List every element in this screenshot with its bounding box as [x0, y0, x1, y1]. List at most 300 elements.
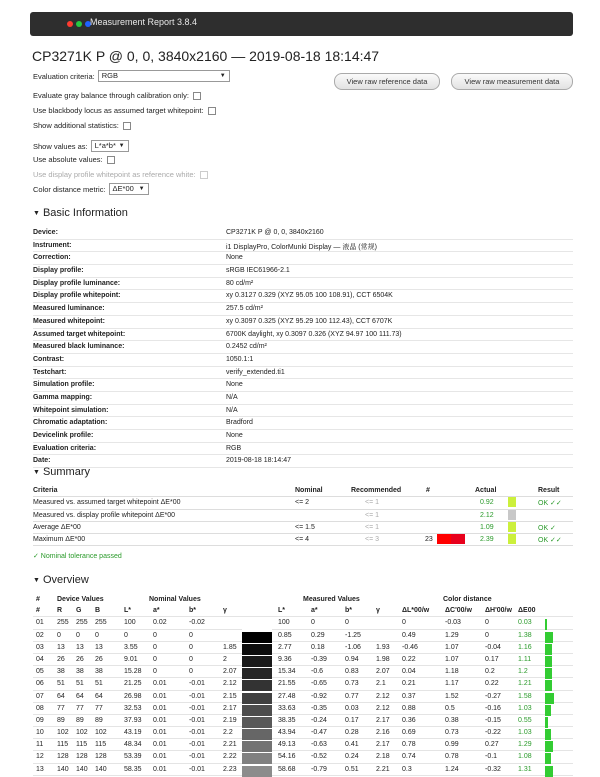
cell-mg: 2.18	[376, 753, 390, 761]
cell-dh: -0.16	[485, 704, 501, 712]
actual-bar	[508, 510, 516, 520]
cell-mb: 0.28	[345, 729, 359, 737]
cell-n: 12	[36, 753, 44, 761]
cell-nb: -0.01	[189, 716, 205, 724]
column-header: ΔE00	[518, 607, 536, 615]
cell-ng: 2.21	[223, 741, 237, 749]
info-row	[33, 405, 573, 418]
cell-dh: 0.17	[485, 655, 499, 663]
cell-ma: -0.6	[311, 668, 324, 676]
info-row	[33, 417, 573, 430]
cell-dh: 0	[485, 631, 489, 639]
info-key: Evaluation criteria:	[33, 444, 97, 452]
gray-balance-label: Evaluate gray balance through calibration only:	[33, 91, 189, 100]
cell-n: 07	[36, 692, 44, 700]
criteria-cell: Measured vs. assumed target whitepoint ΔE*00	[33, 499, 181, 507]
info-key: Display profile whitepoint:	[33, 292, 121, 300]
table-row	[33, 727, 573, 739]
info-key: Assumed target whitepoint:	[33, 330, 126, 338]
cell-b: 0	[95, 631, 99, 639]
cell-mg: 2.07	[376, 668, 390, 676]
cell-dh: -0.1	[485, 753, 498, 761]
cell-dh: 0.22	[485, 680, 499, 688]
cell-dc: 0.38	[445, 716, 459, 724]
cell-dc: 1.29	[445, 631, 459, 639]
info-value: xy 0.3097 0.325 (XYZ 95.29 100 112.43), CCT 6707K	[226, 317, 393, 325]
cell-dh: 0	[485, 619, 489, 627]
evaluation-criteria-row	[33, 70, 230, 82]
info-key: Display profile luminance:	[33, 279, 121, 287]
cell-dc: 1.52	[445, 692, 459, 700]
actual-cell: 1.09	[480, 523, 494, 531]
info-row	[33, 329, 573, 342]
actual-header: Actual	[475, 487, 497, 494]
info-key: Measured black luminance:	[33, 343, 125, 351]
result-header: Result	[538, 487, 560, 494]
index-group-header: #	[36, 596, 40, 603]
cell-de: 1.31	[518, 765, 532, 773]
info-key: Whitepoint simulation:	[33, 406, 109, 414]
cell-ml: 43.94	[278, 729, 296, 737]
cell-ng: 2.23	[223, 765, 237, 773]
cell-dc: 1.18	[445, 668, 459, 676]
cell-na: 0.01	[153, 692, 167, 700]
column-header: ΔL*00/w	[402, 607, 430, 615]
overview-heading[interactable]	[33, 574, 89, 586]
cell-b: 128	[95, 753, 107, 761]
cell-mg: 2.21	[376, 765, 390, 773]
cell-r: 0	[57, 631, 61, 639]
info-value: xy 0.3127 0.329 (XYZ 95.05 100 108.91), CCT 6504K	[226, 292, 393, 300]
cell-na: 0.01	[153, 716, 167, 724]
cell-dl: 0.74	[402, 753, 416, 761]
cell-mg: 1.93	[376, 643, 390, 651]
cell-dh: -0.04	[485, 643, 501, 651]
display-profile-wp-label: Use display profile whitepoint as reference white:	[33, 170, 196, 179]
cell-n: 04	[36, 655, 44, 663]
color-distance-header: Color distance	[443, 596, 492, 603]
overview-group-header-row	[33, 594, 573, 605]
column-header: a*	[311, 607, 318, 615]
color-distance-value: ΔE*00	[112, 184, 134, 193]
info-row	[33, 367, 573, 380]
cell-de: 1.11	[518, 655, 532, 663]
cell-n: 09	[36, 716, 44, 724]
swatch	[451, 534, 465, 544]
recommended-header: Recommended	[351, 487, 402, 494]
cell-mg: 2.17	[376, 741, 390, 749]
cell-dl: 0.69	[402, 729, 416, 737]
info-key: Display profile:	[33, 267, 84, 275]
summary-table	[33, 485, 573, 546]
show-values-value: L*a*b*	[94, 141, 116, 150]
summary-row	[33, 510, 573, 522]
cell-mb: 0.83	[345, 668, 359, 676]
cell-g: 13	[76, 643, 84, 651]
cell-n: 11	[36, 741, 44, 749]
cell-r: 38	[57, 668, 65, 676]
cell-dl: 0	[402, 619, 406, 627]
cell-r: 89	[57, 716, 65, 724]
cell-mg: 2.17	[376, 716, 390, 724]
cell-ml: 49.13	[278, 741, 296, 749]
evaluation-criteria-select[interactable]	[98, 70, 230, 82]
info-value: None	[226, 254, 243, 262]
cell-nl: 9.01	[124, 655, 138, 663]
cell-b: 115	[95, 741, 107, 749]
additional-stats-row	[33, 121, 131, 130]
info-value: i1 DisplayPro, ColorMunki Display — 液晶 (常规)	[226, 243, 377, 251]
additional-stats-checkbox[interactable]	[123, 122, 131, 130]
cell-nl: 21.25	[124, 680, 142, 688]
table-row	[33, 630, 573, 642]
cell-ml: 38.35	[278, 716, 296, 724]
info-value: 0.2452 cd/m²	[226, 343, 267, 351]
absolute-values-checkbox[interactable]	[107, 156, 115, 164]
cell-ma: -0.52	[311, 753, 327, 761]
cell-de: 1.08	[518, 753, 532, 761]
basic-info-heading[interactable]	[33, 207, 128, 219]
cell-b: 102	[95, 729, 107, 737]
nominal-values-header: Nominal Values	[149, 596, 201, 603]
cell-g: 0	[76, 631, 80, 639]
cell-ma: 0.18	[311, 643, 325, 651]
info-row	[33, 379, 573, 392]
summary-row	[33, 522, 573, 534]
column-header: G	[76, 607, 82, 615]
table-row	[33, 703, 573, 715]
cell-g: 51	[76, 680, 84, 688]
info-key: Device:	[33, 229, 58, 236]
cell-ma: -0.24	[311, 716, 327, 724]
cell-ma: -0.92	[311, 692, 327, 700]
show-values-row	[33, 140, 129, 152]
info-key: Chromatic adaptation:	[33, 419, 108, 427]
info-row	[33, 341, 573, 354]
cell-de: 1.16	[518, 643, 532, 651]
info-key: Devicelink profile:	[33, 432, 94, 439]
column-header: b*	[189, 607, 196, 615]
measured-values-header: Measured Values	[303, 596, 360, 603]
column-header: B	[95, 607, 101, 615]
cell-n: 03	[36, 643, 44, 651]
cell-r: 13	[57, 643, 65, 651]
cell-r: 255	[57, 619, 69, 627]
cell-b: 51	[95, 680, 103, 688]
table-row	[33, 739, 573, 751]
gray-balance-checkbox[interactable]	[193, 92, 201, 100]
cell-dl: 0.49	[402, 631, 416, 639]
show-values-label: Show values as:	[33, 141, 88, 151]
info-key: Contrast:	[33, 355, 65, 363]
actual-cell: 2.39	[480, 536, 494, 544]
info-value: sRGB IEC61966-2.1	[226, 267, 290, 275]
overview-title: Overview	[42, 574, 89, 586]
cell-na: 0.01	[153, 741, 167, 749]
hash-header: #	[426, 487, 430, 494]
info-row	[33, 227, 573, 240]
window-titlebar	[30, 12, 573, 36]
cell-ng: 2.19	[223, 716, 237, 724]
cell-b: 89	[95, 716, 103, 724]
info-value: RGB	[226, 444, 242, 452]
color-distance-select[interactable]	[109, 183, 149, 195]
info-value: Bradford	[226, 419, 253, 427]
cell-n: 05	[36, 668, 44, 676]
cell-dc: 0.99	[445, 741, 459, 749]
table-row	[33, 751, 573, 763]
info-row	[33, 240, 573, 253]
summary-heading[interactable]	[33, 466, 90, 478]
cell-r: 77	[57, 704, 65, 712]
device-values-header: Device Values	[57, 596, 104, 603]
criteria-cell: Measured vs. display profile whitepoint ΔE*00	[33, 511, 176, 519]
cell-nb: -0.01	[189, 704, 205, 712]
column-header: R	[57, 607, 63, 615]
info-value: 2019-08-18 18:14:47	[226, 457, 291, 465]
cell-g: 255	[76, 619, 88, 627]
cell-b: 26	[95, 655, 103, 663]
column-header: ΔH'00/w	[485, 607, 512, 615]
display-profile-wp-checkbox[interactable]	[200, 171, 208, 179]
cell-mb: 0.17	[345, 716, 359, 724]
cell-nl: 32.53	[124, 704, 142, 712]
blackbody-label: Use blackbody locus as assumed target whitepoint:	[33, 106, 204, 115]
count-cell: 23	[425, 536, 433, 544]
absolute-values-label: Use absolute values:	[33, 155, 103, 164]
cell-nb: -0.01	[189, 680, 205, 688]
info-value: N/A	[226, 406, 238, 414]
cell-ma: -0.39	[311, 655, 327, 663]
cell-dl: 0.21	[402, 680, 416, 688]
swatch	[437, 534, 451, 544]
column-header: a*	[153, 607, 160, 615]
nominal-cell: <= 1.5	[295, 523, 315, 531]
info-row	[33, 455, 573, 468]
cell-mb: -1.06	[345, 643, 361, 651]
cell-de: 1.03	[518, 729, 532, 737]
actual-cell: 0.92	[480, 499, 494, 507]
criteria-header: Criteria	[33, 487, 58, 494]
blackbody-checkbox[interactable]	[208, 107, 216, 115]
cell-dl: 0.78	[402, 741, 416, 749]
cell-nl: 0	[124, 631, 128, 639]
info-value: verify_extended.ti1	[226, 368, 285, 376]
cell-mg: 2.12	[376, 704, 390, 712]
cell-mb: -1.25	[345, 631, 361, 639]
table-row	[33, 666, 573, 678]
cell-mb: 0.24	[345, 753, 359, 761]
table-row	[33, 617, 573, 629]
info-value: None	[226, 381, 243, 389]
cell-n: 08	[36, 704, 44, 712]
gray-balance-row	[33, 91, 201, 100]
cell-nb: -0.01	[189, 753, 205, 761]
additional-stats-label: Show additional statistics:	[33, 121, 119, 130]
cell-nl: 100	[124, 619, 136, 627]
cell-r: 140	[57, 765, 69, 773]
delta-e-bar	[545, 766, 553, 777]
evaluation-criteria-value: RGB	[101, 71, 118, 80]
overview-table	[33, 594, 573, 776]
cell-nb: 0	[189, 643, 193, 651]
cell-nb: -0.01	[189, 729, 205, 737]
cell-mb: 0	[345, 619, 349, 627]
cell-n: 06	[36, 680, 44, 688]
cell-ng: 2.17	[223, 704, 237, 712]
info-value: N/A	[226, 393, 238, 401]
cell-ma: 0.29	[311, 631, 325, 639]
column-header: b*	[345, 607, 352, 615]
cell-ng: 2.22	[223, 753, 237, 761]
info-row	[33, 392, 573, 405]
cell-dh: -0.27	[485, 692, 501, 700]
cell-nl: 15.28	[124, 668, 142, 676]
actual-bar	[508, 522, 516, 532]
cell-ng: 2.07	[223, 668, 237, 676]
table-row	[33, 654, 573, 666]
cell-na: 0.02	[153, 619, 167, 627]
cell-g: 26	[76, 655, 84, 663]
cell-mg: 2.16	[376, 729, 390, 737]
close-dot-icon[interactable]	[67, 21, 73, 27]
cell-dh: -0.22	[485, 729, 501, 737]
nominal-header: Nominal	[295, 487, 323, 494]
cell-mb: 0.73	[345, 680, 359, 688]
info-row	[33, 316, 573, 329]
cell-ml: 15.34	[278, 668, 296, 676]
cell-r: 51	[57, 680, 65, 688]
cell-nl: 26.98	[124, 692, 142, 700]
result-cell: OK ✓	[538, 524, 556, 532]
summary-header-row	[33, 485, 573, 497]
info-key: Date:	[33, 457, 51, 465]
collapse-triangle-icon: ▼	[33, 577, 40, 584]
cell-mb: 0.03	[345, 704, 359, 712]
recommended-cell: <= 1	[365, 499, 380, 507]
cell-dl: 0.36	[402, 716, 416, 724]
minimize-dot-icon[interactable]	[76, 21, 82, 27]
cell-de: 1.2	[518, 668, 528, 676]
criteria-cell: Average ΔE*00	[33, 523, 81, 531]
basic-info-table	[33, 227, 573, 468]
cell-ml: 21.55	[278, 680, 296, 688]
summary-title: Summary	[42, 466, 90, 478]
cell-de: 1.21	[518, 680, 532, 688]
cell-dl: 0.22	[402, 655, 416, 663]
color-distance-label: Color distance metric:	[33, 184, 106, 194]
info-key: Measured luminance:	[33, 305, 105, 313]
cell-de: 1.58	[518, 692, 532, 700]
chevron-down-icon: ▼	[138, 186, 145, 192]
cell-b: 140	[95, 765, 107, 773]
tolerance-passed-note: ✓ Nominal tolerance passed	[33, 553, 122, 560]
cell-g: 115	[76, 741, 88, 749]
cell-nb: -0.01	[189, 741, 205, 749]
cell-ng: 1.85	[223, 643, 237, 651]
cell-nb: -0.02	[189, 619, 205, 627]
cell-ma: 0	[311, 619, 315, 627]
cell-dc: -0.03	[445, 619, 461, 627]
cell-na: 0	[153, 668, 157, 676]
cell-nb: -0.01	[189, 765, 205, 773]
cell-dl: 0.88	[402, 704, 416, 712]
cell-g: 102	[76, 729, 88, 737]
info-value: CP3271K P @ 0, 0, 3840x2160	[226, 229, 324, 236]
actual-cell: 2.12	[480, 511, 494, 519]
cell-de: 1.03	[518, 704, 532, 712]
column-header: ΔC'00/w	[445, 607, 472, 615]
cell-ma: -0.79	[311, 765, 327, 773]
cell-ng: 2.15	[223, 692, 237, 700]
info-value: 80 cd/m²	[226, 279, 254, 287]
cell-dc: 1.07	[445, 655, 459, 663]
cell-na: 0.01	[153, 704, 167, 712]
cell-ma: -0.63	[311, 741, 327, 749]
cell-ng: 2	[223, 655, 227, 663]
view-raw-measurement-button[interactable]: View raw measurement data	[451, 73, 573, 90]
cell-dc: 0.5	[445, 704, 455, 712]
cell-ng: 2.12	[223, 680, 237, 688]
cell-nl: 58.35	[124, 765, 142, 773]
table-row	[33, 715, 573, 727]
info-row	[33, 252, 573, 265]
cell-n: 13	[36, 765, 44, 773]
cell-ng: 2.2	[223, 729, 233, 737]
cell-nb: 0	[189, 655, 193, 663]
cell-dh: -0.15	[485, 716, 501, 724]
info-row	[33, 278, 573, 291]
view-raw-reference-button[interactable]: View raw reference data	[334, 73, 440, 90]
column-header: #	[36, 607, 40, 615]
cell-n: 01	[36, 619, 44, 627]
cell-b: 38	[95, 668, 103, 676]
column-header: γ	[376, 607, 380, 615]
cell-dc: 0.73	[445, 729, 459, 737]
chevron-down-icon: ▼	[219, 73, 226, 79]
collapse-triangle-icon: ▼	[33, 469, 40, 476]
gray-swatch	[242, 766, 272, 777]
color-distance-row	[33, 183, 149, 195]
info-key: Simulation profile:	[33, 381, 95, 389]
cell-g: 38	[76, 668, 84, 676]
cell-na: 0.01	[153, 753, 167, 761]
cell-na: 0	[153, 631, 157, 639]
cell-na: 0.01	[153, 765, 167, 773]
cell-ml: 2.77	[278, 643, 292, 651]
cell-dc: 1.17	[445, 680, 459, 688]
cell-dl: -0.46	[402, 643, 418, 651]
info-value: 6700K daylight, xy 0.3097 0.326 (XYZ 94.97 100 111.73)	[226, 330, 402, 338]
cell-na: 0.01	[153, 680, 167, 688]
cell-ml: 0.85	[278, 631, 292, 639]
table-row	[33, 764, 573, 776]
cell-g: 89	[76, 716, 84, 724]
column-header: L*	[278, 607, 285, 615]
cell-ma: -0.47	[311, 729, 327, 737]
cell-mb: 0.77	[345, 692, 359, 700]
display-profile-wp-row	[33, 170, 208, 179]
cell-mb: 0.41	[345, 741, 359, 749]
cell-mg: 2.12	[376, 692, 390, 700]
cell-ml: 100	[278, 619, 290, 627]
cell-nl: 48.34	[124, 741, 142, 749]
blackbody-row	[33, 106, 216, 115]
show-values-select[interactable]	[91, 140, 129, 152]
actual-bar	[508, 497, 516, 507]
cell-de: 1.38	[518, 631, 532, 639]
cell-dh: 0.2	[485, 668, 495, 676]
